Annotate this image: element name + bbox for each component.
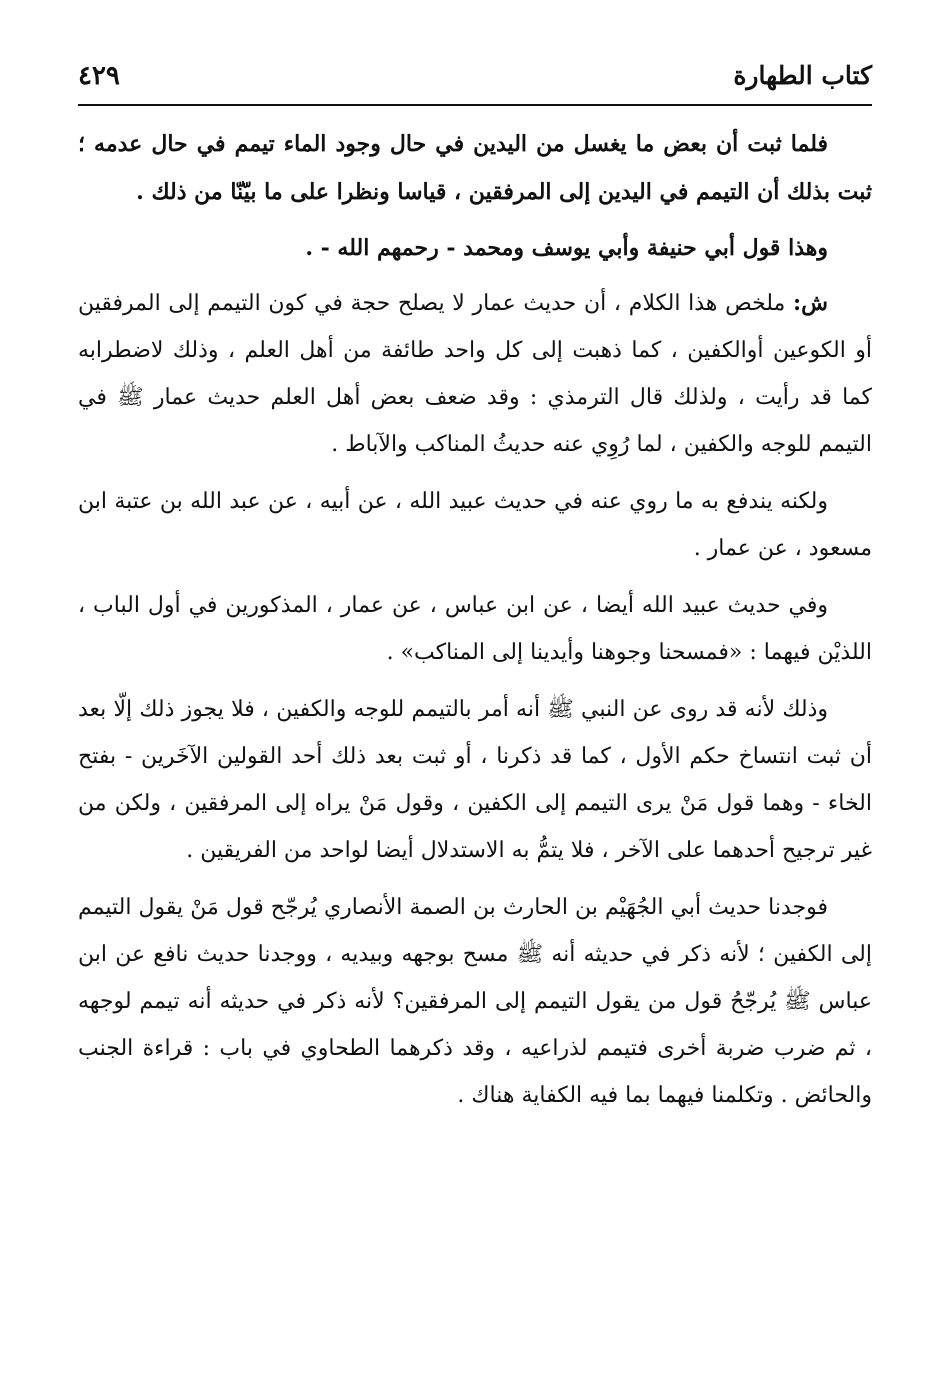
paragraph-sharh-5: فوجدنا حديث أبي الجُهَيْم بن الحارث بن الصمة الأنصاري يُرجّح قول مَنْ يقول التيمم إلى الكفين ؛ لأنه ذكر في حديثه أنه ﷺ مسح بوجهه وبيديه ، ووجدنا حديث نافع عن ابن عباس ﷺ يُرجّحُ قول من يقول التيمم إلى المرفقين؟ لأنه ذكر في حديثه أنه تيمم لوجهه ، ثم ضرب ضربة أخرى فتيمم لذراعيه ، وقد ذكرهما الطحاوي في باب : قراءة الجنب والحائض . وتكلمنا فيهما بما فيه الكفاية هناك .	[78, 895, 872, 1108]
paragraph-sharh-1-text: ملخص هذا الكلام ، أن حديث عمار لا يصلح حجة في كون التيمم إلى المرفقين أو الكوعين أوالكفين ، كما ذهبت إلى كل واحد طائفة من أهل العلم ، وذلك لاضطرابه كما قد رأيت ، ولذلك قال الترمذي : وقد ضعف بعض أهل العلم حديث عمار ﷺ في التيمم للوجه والكفين ، لما رُوِي عنه حديثُ المناكب والآباط .	[78, 291, 872, 457]
paragraph-matn-2: وهذا قول أبي حنيفة وأبي يوسف ومحمد - رحمهم الله - .	[305, 235, 828, 261]
running-header	[78, 56, 872, 96]
paragraph-sharh-3: وفي حديث عبيد الله أيضا ، عن ابن عباس ، عن عمار ، المذكورين في أول الباب ، اللذيْن فيهما : «فمسحنا وجوهنا وأيدينا إلى المناكب» .	[78, 593, 872, 665]
paragraph-matn-1: فلما ثبت أن بعض ما يغسل من اليدين في حال وجود الماء تيمم في حال عدمه ؛ ثبت بذلك أن التيمم في اليدين إلى المرفقين ، قياسا ونظرا على ما بيّنّا من ذلك .	[78, 131, 872, 205]
paragraph-sharh-2: ولكنه يندفع به ما روي عنه في حديث عبيد الله ، عن أبيه ، عن عبد الله بن عتبة ابن مسعود ، عن عمار .	[78, 489, 872, 561]
page-number: ٤٢٩	[78, 61, 120, 91]
paragraph-sharh-4: وذلك لأنه قد روى عن النبي ﷺ أنه أمر بالتيمم للوجه والكفين ، فلا يجوز ذلك إلّا بعد أن ثبت انتساخ حكم الأول ، كما قد ذكرنا ، أو ثبت بعد ذلك أحد القولين الآخَرين - بفتح الخاء - وهما قول مَنْ يرى التيمم إلى الكفين ، وقول مَنْ يراه إلى المرفقين ، ولكن من غير ترجيح أحدهما على الآخر ، فلا يتمُّ به الاستدلال أيضا لواحد من الفريقين .	[78, 697, 872, 863]
sharh-marker: ش:	[793, 290, 828, 316]
header-rule	[78, 104, 872, 106]
paragraph-sharh-1	[78, 280, 872, 468]
chapter-title: كتاب الطهارة	[733, 61, 872, 90]
